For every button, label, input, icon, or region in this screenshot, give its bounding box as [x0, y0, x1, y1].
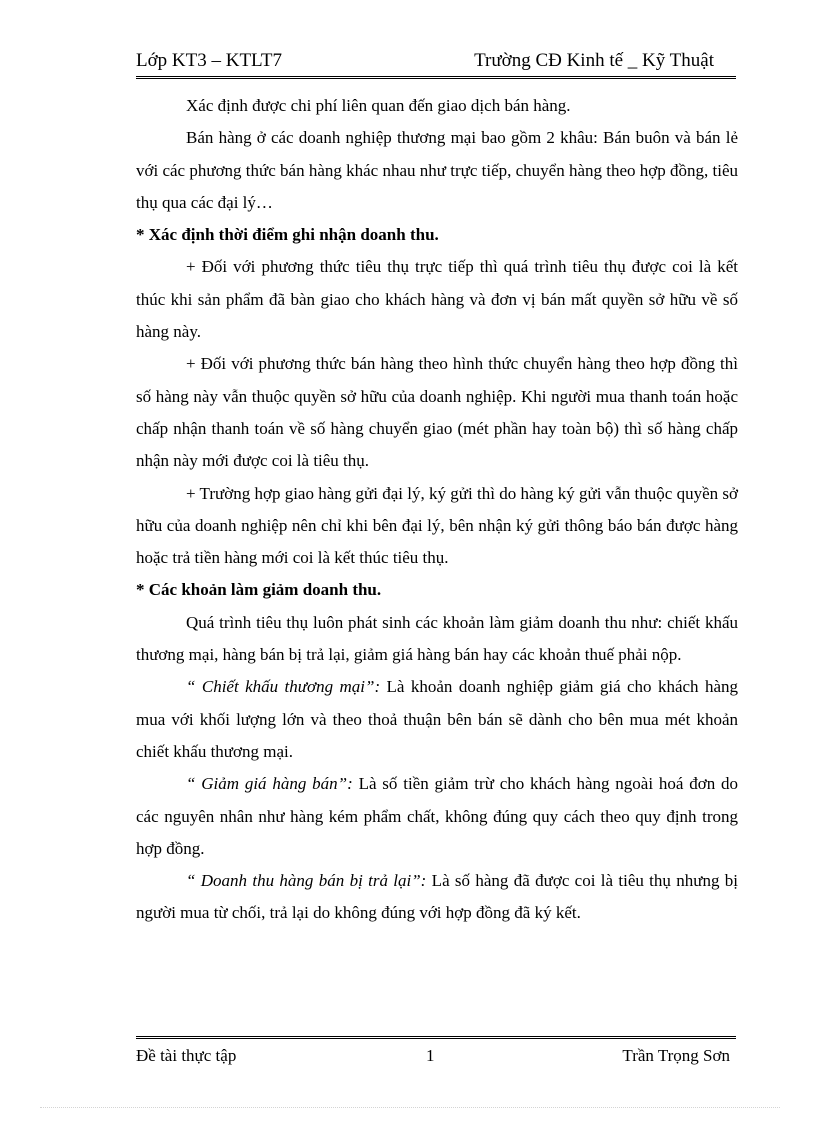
page-footer	[136, 1036, 736, 1073]
definition-text: Là khoản doanh nghiệp giảm giá cho khách hàng mua với khối lượng lớn và theo thoả thuận bên bán sẽ dành cho bên mua mét khoản chiết khấu thương mại.	[136, 677, 739, 761]
footer-topic-label: Đề tài thực tập	[136, 1046, 237, 1065]
paragraph: + Trường hợp giao hàng gửi đại lý, ký gửi thì do hàng ký gửi vẫn thuộc quyền sở hữu của doanh nghiệp nên chỉ khi bên đại lý, bên nhận ký gửi thông báo bán được hàng hoặc trả tiền hàng mới coi là kết thúc tiêu thụ.	[136, 483, 738, 568]
definition-paragraph	[136, 865, 738, 930]
paragraph: Quá trình tiêu thụ luôn phát sinh các khoản làm giảm doanh thu như: chiết khấu thương mại, hàng bán bị trả lại, giảm giá hàng bán hay các khoản thuế phải nộp.	[136, 612, 738, 665]
header-class-label: Lớp KT3 – KTLT7	[136, 50, 283, 71]
section-heading: * Xác định thời điểm ghi nhận doanh thu.	[136, 225, 439, 245]
section-heading: * Các khoản làm giảm doanh thu.	[136, 580, 382, 600]
definition-text: Là số tiền giảm trừ cho khách hàng ngoài hoá đơn do các nguyên nhân như hàng kém phẩm chất, không đúng quy cách theo quy định trong hợp đồng.	[136, 774, 738, 858]
definition-paragraph	[136, 768, 738, 865]
definition-paragraph	[136, 671, 738, 768]
paragraph: + Đối với phương thức tiêu thụ trực tiếp thì quá trình tiêu thụ được coi là kết thúc khi sản phẩm đã bàn giao cho khách hàng và đơn vị bán mất quyền sở hữu về số hàng này.	[136, 257, 738, 342]
definition-text: Là số hàng đã được coi là tiêu thụ nhưng bị người mua từ chối, trả lại do không đúng với hợp đồng đã ký kết.	[136, 871, 738, 923]
page-number: 1	[426, 1046, 435, 1065]
definition-term: “ Giảm giá hàng bán”:	[186, 774, 353, 794]
definition-term: “ Chiết khấu thương mại”:	[186, 677, 381, 697]
paragraph: Bán hàng ở các doanh nghiệp thương mại bao gồm 2 khâu: Bán buôn và bán lẻ với các phương thức bán hàng khác nhau như trực tiếp, chuyển hàng theo hợp đồng, tiêu thụ qua các đại lý…	[136, 128, 738, 212]
footer-author-label: Trần Trọng Sơn	[622, 1046, 730, 1065]
header-school-label: Trường CĐ Kinh tế _ Kỹ Thuật	[474, 50, 714, 71]
definition-term: “ Doanh thu hàng bán bị trả lại”:	[186, 871, 427, 891]
paragraph: + Đối với phương thức bán hàng theo hình thức chuyển hàng theo hợp đồng thì số hàng này vẫn thuộc quyền sở hữu của doanh nghiệp. Khi người mua thanh toán hoặc chấp nhận thanh toán về số hàng chuyển giao (mét phần hay toàn bộ) thì số hàng chấp nhận này mới được coi là tiêu thụ.	[136, 354, 738, 471]
document-body	[136, 90, 738, 930]
page-bottom-divider	[40, 1107, 780, 1108]
page-header	[136, 50, 736, 79]
paragraph: Xác định được chi phí liên quan đến giao dịch bán hàng.	[186, 96, 571, 115]
